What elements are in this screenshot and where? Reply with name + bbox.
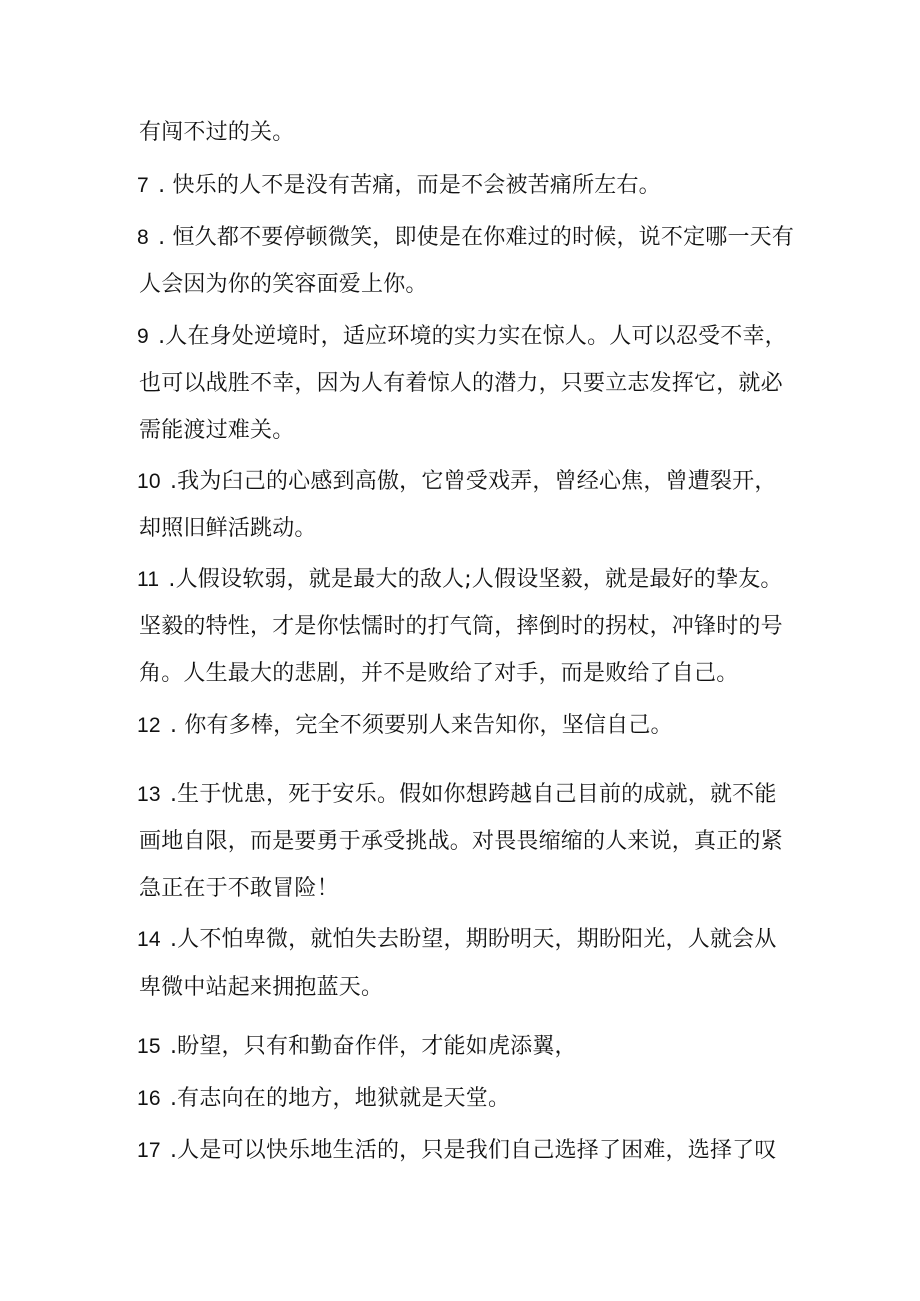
text-line: [137, 1079, 817, 1119]
item-number: 14: [137, 928, 161, 951]
text-line: [137, 113, 817, 153]
line-text: . 你有多棒，完全不须要别人来告知你，坚信自己。: [162, 713, 673, 738]
line-text: 却照旧鲜活跳动。: [139, 516, 317, 541]
line-text: .我为臼己的心感到高傲，它曾受戏弄，曾经心焦，曾遭裂开，: [162, 469, 777, 494]
item-number: 7: [137, 174, 149, 197]
line-text: .人假设软弱，就是最大的敌人;人假设坚毅，就是最好的挚友。: [161, 567, 783, 592]
item-number: 11: [137, 568, 160, 591]
item-number: 10: [137, 470, 161, 493]
item-number: 16: [137, 1087, 161, 1110]
text-line: [137, 411, 817, 451]
line-text: 画地自限，而是要勇于承受挑战。对畏畏缩缩的人来说，真正的紧: [139, 829, 783, 854]
text-line: [137, 462, 817, 502]
text-line: [137, 607, 817, 647]
line-text: . 快乐的人不是没有苦痛，而是不会被苦痛所左右。: [150, 173, 661, 198]
text-line: [137, 654, 817, 694]
text-line: [137, 1131, 817, 1171]
line-text: 卑微中站起来拥抱蓝天。: [139, 975, 384, 1000]
line-text: .生于忧患，死于安乐。假如你想跨越自己目前的成就，就不能: [162, 782, 777, 807]
line-text: 也可以战胜不幸，因为人有着惊人的潜力，只要立志发挥它，就必: [139, 371, 783, 396]
line-text: 角。人生最大的悲剧，并不是败给了对手，而是败给了自己。: [139, 661, 739, 686]
line-text: 人会因为你的笑容面爱上你。: [139, 272, 428, 297]
text-line: [137, 822, 817, 862]
text-line: [137, 560, 817, 600]
text-line: [137, 968, 817, 1008]
text-line: [137, 364, 817, 404]
text-line: [137, 775, 817, 815]
line-text: 坚毅的特性，才是你怯懦时的打气筒，摔倒时的拐杖，冲锋时的号: [139, 614, 783, 639]
item-number: 12: [137, 714, 161, 737]
line-text: 急正在于不敢冒险！: [139, 876, 339, 901]
item-number: 13: [137, 783, 161, 806]
item-number: 8: [137, 226, 149, 249]
text-line: [137, 869, 817, 909]
text-line: [137, 706, 817, 746]
item-number: 9: [137, 325, 149, 348]
text-line: [137, 920, 817, 960]
line-text: . 恒久都不要停顿微笑，即使是在你难过的时候，说不定哪一天有: [150, 225, 795, 250]
text-line: [137, 317, 817, 357]
item-number: 15: [137, 1035, 161, 1058]
line-text: .盼望，只有和勤奋作伴，才能如虎添翼，: [162, 1034, 577, 1059]
line-text: .人在身处逆境时，适应环境的实力实在惊人。人可以忍受不幸，: [150, 324, 787, 349]
text-line: [137, 1027, 817, 1067]
text-line: [137, 265, 817, 305]
text-line: [137, 509, 817, 549]
line-text: .人是可以快乐地生活的，只是我们自己选择了困难，选择了叹: [162, 1138, 777, 1163]
line-text: .有志向在的地方，地狱就是天堂。: [162, 1086, 511, 1111]
text-line: [137, 166, 817, 206]
line-text: 有闯不过的关。: [139, 120, 295, 145]
text-line: [137, 218, 817, 258]
item-number: 17: [137, 1139, 161, 1162]
line-text: 需能渡过难关。: [139, 418, 295, 443]
line-text: .人不怕卑微，就怕失去盼望，期盼明天，期盼阳光，人就会从: [162, 927, 777, 952]
